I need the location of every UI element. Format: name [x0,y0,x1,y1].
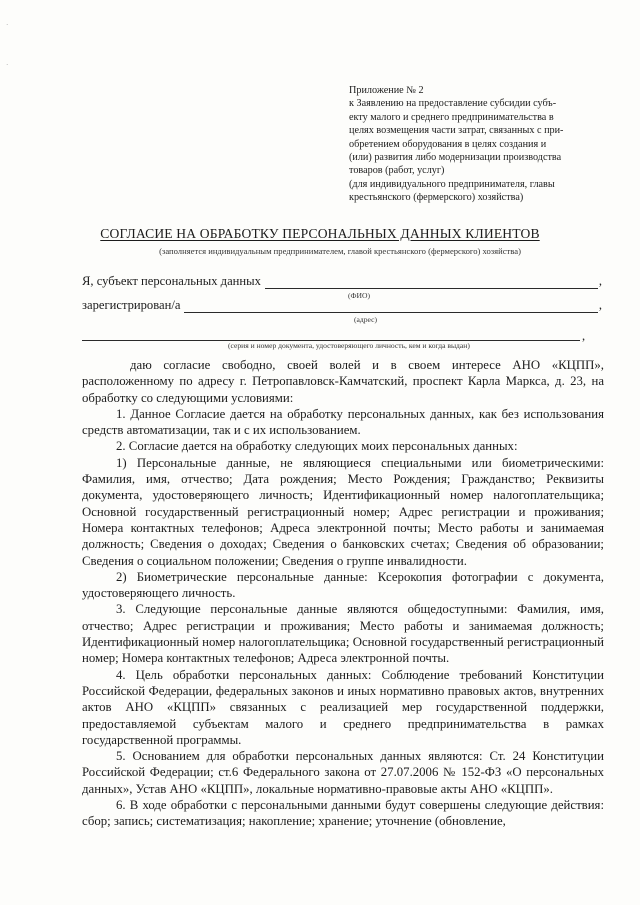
comma: , [598,298,602,312]
appendix-line: (для индивидуального предпринимателя, главы [349,178,555,190]
consent-paragraph: даю согласие свободно, своей волей и в своем интересе АНО «КЦПП», расположенному по адресу г. Петропавловск-Камчатский, проспект Карла Маркса, д. 23, на обработку со следующими условиями: [82,358,604,405]
appendix-heading: Приложение № 2 [349,85,424,96]
appendix-line: (или) развития либо модернизации производства [349,152,562,164]
appendix-line: екту малого и среднего предпринимательства в [349,111,554,123]
consent-paragraph: 6. В ходе обработки с персональными данными будут совершены следующие действия: сбор; запись; систематизация; накопление; хранение; уточнение (обновление, [82,798,604,829]
appendix-line: к Заявлению на предоставление субсидии субъ- [349,98,557,110]
comma: , [582,329,586,343]
registered-label: зарегистрирован/а [82,298,181,312]
consent-paragraph: 1. Данное Согласие дается на обработку персональных данных, как без использования средств автоматизации, так и с их использованием. [82,406,604,438]
subject-caption: (ФИО) [348,291,371,300]
document-subtitle: (заполняется индивидуальным предпринимателем, главой крестьянского (фермерского) хозяйства) [159,246,521,256]
consent-paragraph: 4. Цель обработки персональных данных: Соблюдение требований Конституции Российской Федерации, федеральных законов и иных нормативно правовых актов, внутренних актов АНО «КЦПП» связанных с реализацией мер государственной поддержки, предоставляемой субъектам малого и среднего предпринимательства в рамках государственной программы. [82,667,604,747]
registered-fill-line[interactable] [184,300,597,313]
appendix-line: обретением оборудования в целях создания и [349,138,547,150]
scan-artifact: · [6,61,9,69]
appendix-line: товаров (работ, услуг) [349,165,445,177]
consent-paragraph: 5. Основанием для обработки персональных данных являются: Ст. 24 Конституции Российской Федерации; ст.6 Федерального закона от 27.07.2006 № 152-ФЗ «О персональных данных», Устав АНО «КЦПП», локальные нормативно-правовые акты АНО «КЦПП». [82,749,604,796]
document-caption: (серия и номер документа, удостоверяющего личность, кем и когда выдан) [228,341,470,350]
document-title-text: СОГЛАСИЕ НА ОБРАБОТКУ ПЕРСОНАЛЬНЫХ ДАННЫХ КЛИЕНТОВ [100,226,540,241]
appendix-block [349,84,604,205]
registered-field-row [82,298,602,313]
document-title [0,226,640,242]
consent-paragraph: 2) Биометрические персональные данные: Ксерокопия фотографии с документа, удостоверяющего личность. [82,569,604,601]
subject-fill-line[interactable] [265,276,598,289]
appendix-line: крестьянского (фермерского) хозяйства) [349,192,524,204]
consent-paragraph: 1) Персональные данные, не являющиеся специальными или биометрическими: Фамилия, имя, отчество; Дата рождения; Место Рождения; Гражданство; Реквизиты документа, удостоверяющего личность; Идентификационный номер налогоплательщика; Основной государственный регистрационный номер; Адрес регистрации и проживания; Номера контактных телефонов; Адреса электронной почты; Место работы и занимаемая должность; Сведения о доходах; Сведения о банковских счетах; Сведения об образовании; Сведения о социальном положении; Сведения о группе инвалидности. [82,455,604,568]
subject-label: Я, субъект персональных данных [82,274,261,288]
consent-paragraph: 2. Согласие дается на обработку следующих моих персональных данных: [116,439,518,454]
comma: , [598,274,602,288]
scan-artifact: · [6,21,9,29]
appendix-line: целях возмещения части затрат, связанных с при- [349,125,564,137]
subject-field-row [82,274,602,289]
consent-body [82,357,604,830]
consent-paragraph: 3. Следующие персональные данные являются общедоступными: Фамилия, имя, отчество; Адрес регистрации и проживания; Место работы и занимаемая должность; Идентификационный номер налогоплательщика; Основной государственный регистрационный номер; Номера контактных телефонов; Адреса электронной почты. [82,602,604,666]
registered-caption: (адрес) [354,315,378,324]
